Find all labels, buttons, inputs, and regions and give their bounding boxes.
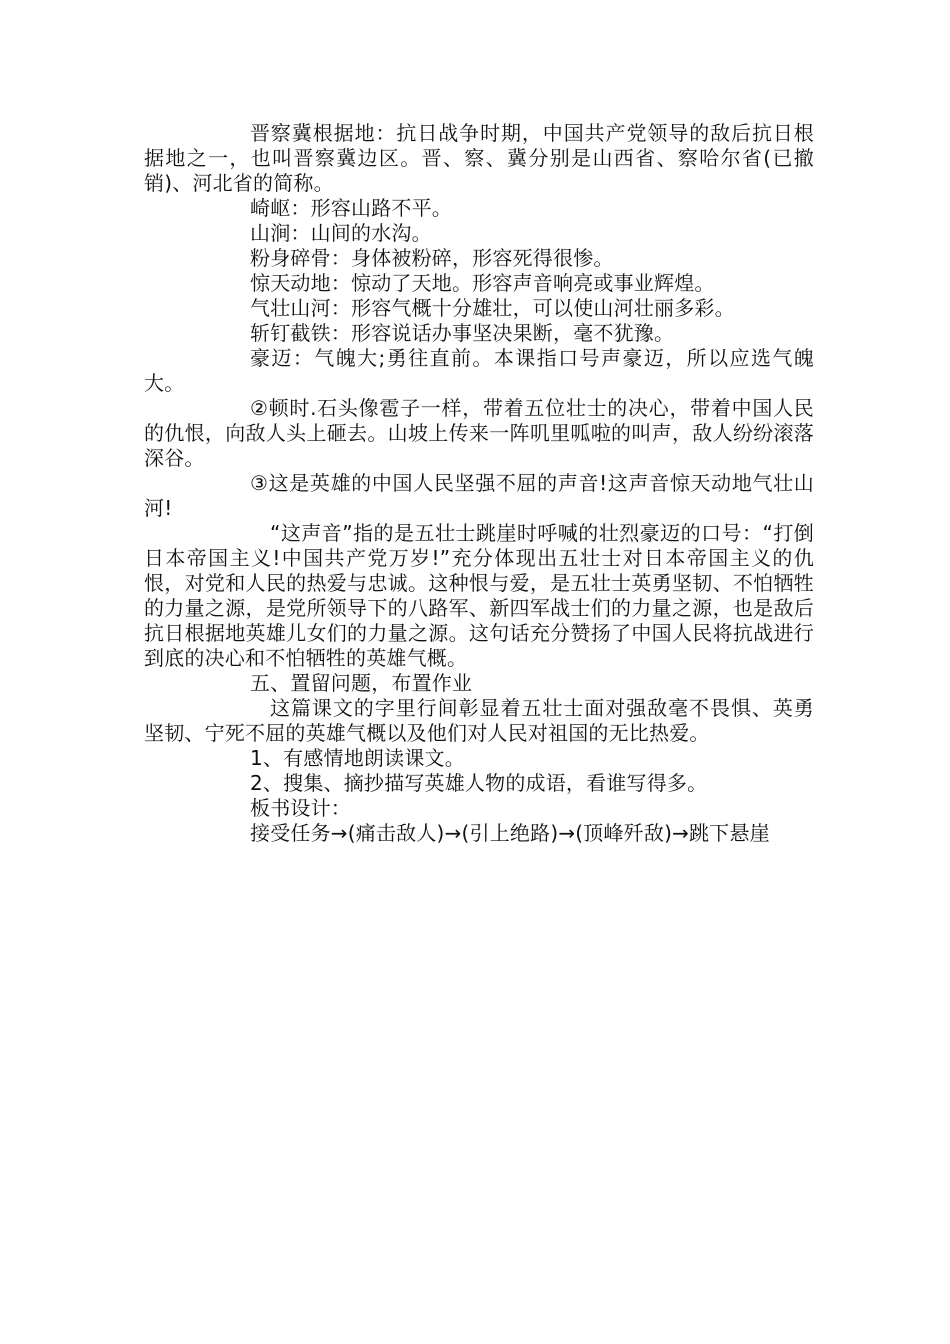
paragraph-jinchaji-definition: 晋察冀根据地：抗日战争时期，中国共产党领导的敌后抗日根据地之一，也叫晋察冀边区。晋、察、冀分别是山西省、察哈尔省(已撤销)、河北省的简称。 [144,121,814,195]
board-design-flow: 接受任务→(痛击敌人)→(引上绝路)→(顶峰歼敌)→跳下悬崖 [250,821,770,845]
board-design-heading: 板书设计： [250,796,351,820]
paragraph-qizhuangshanhe-definition: 气壮山河：形容气概十分雄壮，可以使山河壮丽多彩。 [250,296,735,320]
homework-item-2: 2、搜集、摘抄描写英雄人物的成语，看谁写得多。 [250,771,708,795]
paragraph-sentence-2: ②顿时.石头像雹子一样，带着五位壮士的决心，带着中国人民的仇恨，向敌人头上砸去。山坡上传来一阵叽里呱啦的叫声，敌人纷纷滚落深谷。 [144,396,814,470]
document-body [144,121,814,846]
paragraph-fenshensuigu-definition: 粉身碎骨：身体被粉碎，形容死得很惨。 [250,246,614,270]
paragraph-qiqu-definition: 崎岖：形容山路不平。 [250,196,452,220]
paragraph-sound-explanation: “这声音”指的是五壮士跳崖时呼喊的壮烈豪迈的口号：“打倒日本帝国主义!中国共产党万岁!”充分体现出五壮士对日本帝国主义的仇恨，对党和人民的热爱与忠诚。这种恨与爱，是五壮士英勇坚韧、不怕牺牲的力量之源，是党所领导下的八路军、新四军战士们的力量之源，也是敌后抗日根据地英雄儿女们的力量之源。这句话充分赞扬了中国人民将抗战进行到底的决心和不怕牺牲的英雄气概。 [144,521,814,670]
paragraph-zhandingjietie-definition: 斩钉截铁：形容说话办事坚决果断，毫不犹豫。 [250,321,675,345]
paragraph-jingtiandongdi-definition: 惊天动地：惊动了天地。形容声音响亮或事业辉煌。 [250,271,715,295]
paragraph-shanjian-definition: 山涧：山间的水沟。 [250,221,432,245]
paragraph-haomai-definition: 豪迈：气魄大;勇往直前。本课指口号声豪迈，所以应选气魄大。 [144,346,814,395]
paragraph-sentence-3: ③这是英雄的中国人民坚强不屈的声音!这声音惊天动地气壮山河! [144,471,814,520]
section-heading-homework: 五、置留问题，布置作业 [250,671,473,695]
paragraph-summary: 这篇课文的字里行间彰显着五壮士面对强敌毫不畏惧、英勇坚韧、宁死不屈的英雄气概以及他们对人民对祖国的无比热爱。 [144,696,814,745]
homework-item-1: 1、有感情地朗读课文。 [250,746,465,770]
